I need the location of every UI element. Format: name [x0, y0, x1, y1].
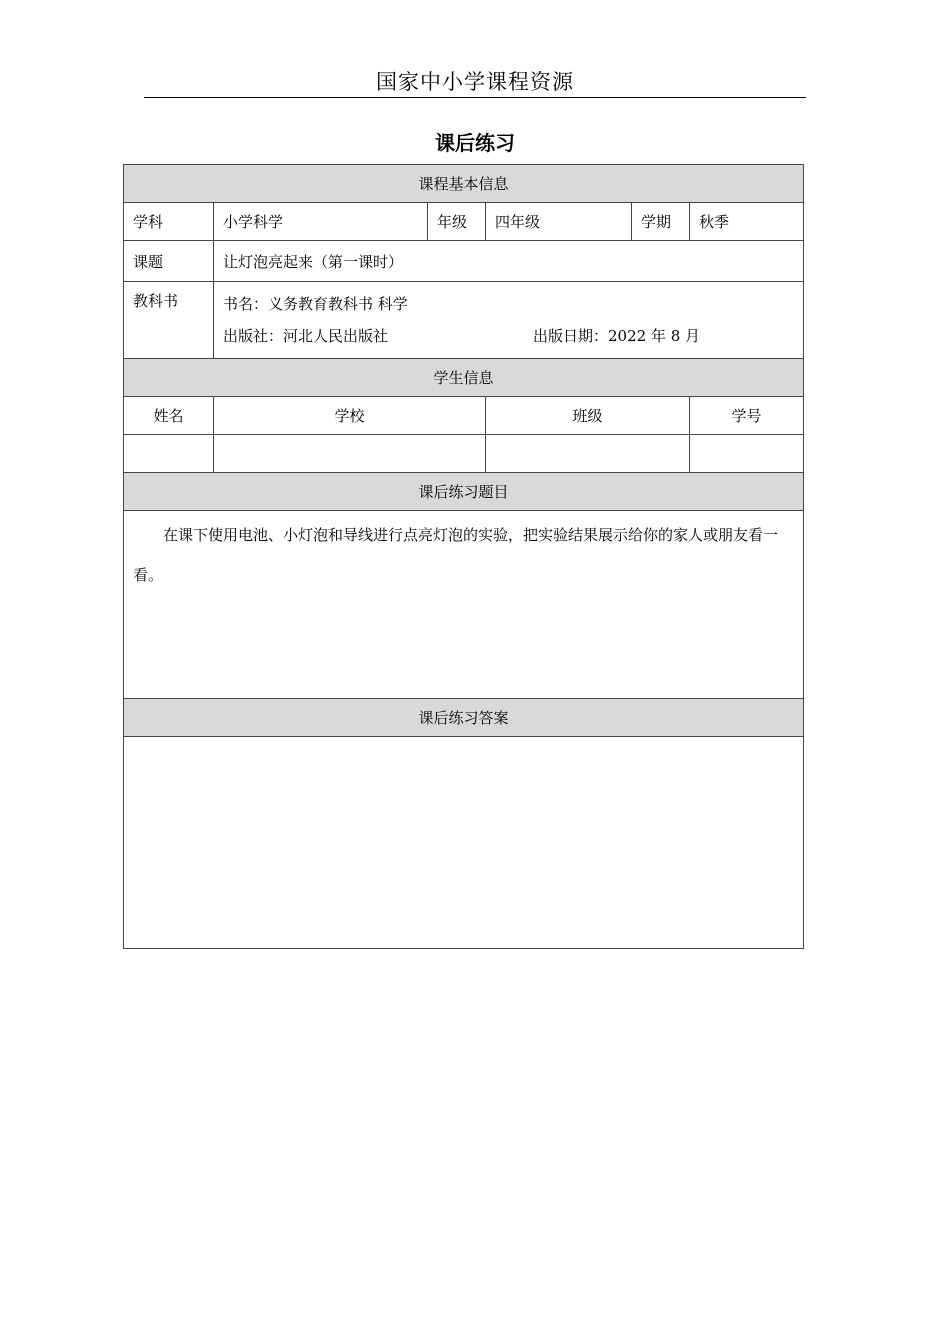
- section-title-student-info: 学生信息: [124, 359, 804, 397]
- term-value: 秋季: [690, 203, 804, 241]
- term-label: 学期: [632, 203, 690, 241]
- exercise-form-table: [123, 164, 804, 949]
- grade-label: 年级: [428, 203, 486, 241]
- row-textbook: [124, 282, 804, 359]
- publisher: 出版社：河北人民出版社: [223, 327, 389, 345]
- student-info-header-row: [124, 397, 804, 435]
- row-answer: [124, 737, 804, 949]
- student-name-field[interactable]: [124, 435, 214, 473]
- student-school-field[interactable]: [214, 435, 486, 473]
- row-topic: [124, 241, 804, 282]
- topic-label: 课题: [124, 241, 214, 282]
- student-school-header: 学校: [214, 397, 486, 435]
- student-id-header: 学号: [690, 397, 804, 435]
- row-subject-grade-term: [124, 203, 804, 241]
- student-id-field[interactable]: [690, 435, 804, 473]
- student-name-header: 姓名: [124, 397, 214, 435]
- topic-value: 让灯泡亮起来（第一课时）: [214, 241, 804, 282]
- subject-label: 学科: [124, 203, 214, 241]
- student-info-value-row: [124, 435, 804, 473]
- subject-value: 小学科学: [214, 203, 428, 241]
- textbook-value: [214, 282, 804, 359]
- book-name: 书名：义务教育教科书 科学: [223, 295, 408, 313]
- student-class-header: 班级: [486, 397, 690, 435]
- section-title-exercise: 课后练习题目: [124, 473, 804, 511]
- section-header-exercise: [124, 473, 804, 511]
- row-exercise-question: [124, 511, 804, 699]
- exercise-question: 在课下使用电池、小灯泡和导线进行点亮灯泡的实验，把实验结果展示给你的家人或朋友看一看。: [124, 511, 804, 699]
- section-header-basic-info: [124, 165, 804, 203]
- student-class-field[interactable]: [486, 435, 690, 473]
- section-title-basic-info: 课程基本信息: [124, 165, 804, 203]
- header-title: 国家中小学课程资源: [376, 70, 574, 94]
- publisher-line: [223, 320, 794, 352]
- section-title-answer: 课后练习答案: [124, 699, 804, 737]
- publish-date: 出版日期：2022 年 8 月: [533, 327, 701, 345]
- section-header-answer: [124, 699, 804, 737]
- grade-value: 四年级: [486, 203, 632, 241]
- document-title: 课后练习: [435, 131, 515, 155]
- answer-area[interactable]: [124, 737, 804, 949]
- section-header-student-info: [124, 359, 804, 397]
- header-divider: [144, 97, 806, 98]
- textbook-label: 教科书: [124, 282, 214, 359]
